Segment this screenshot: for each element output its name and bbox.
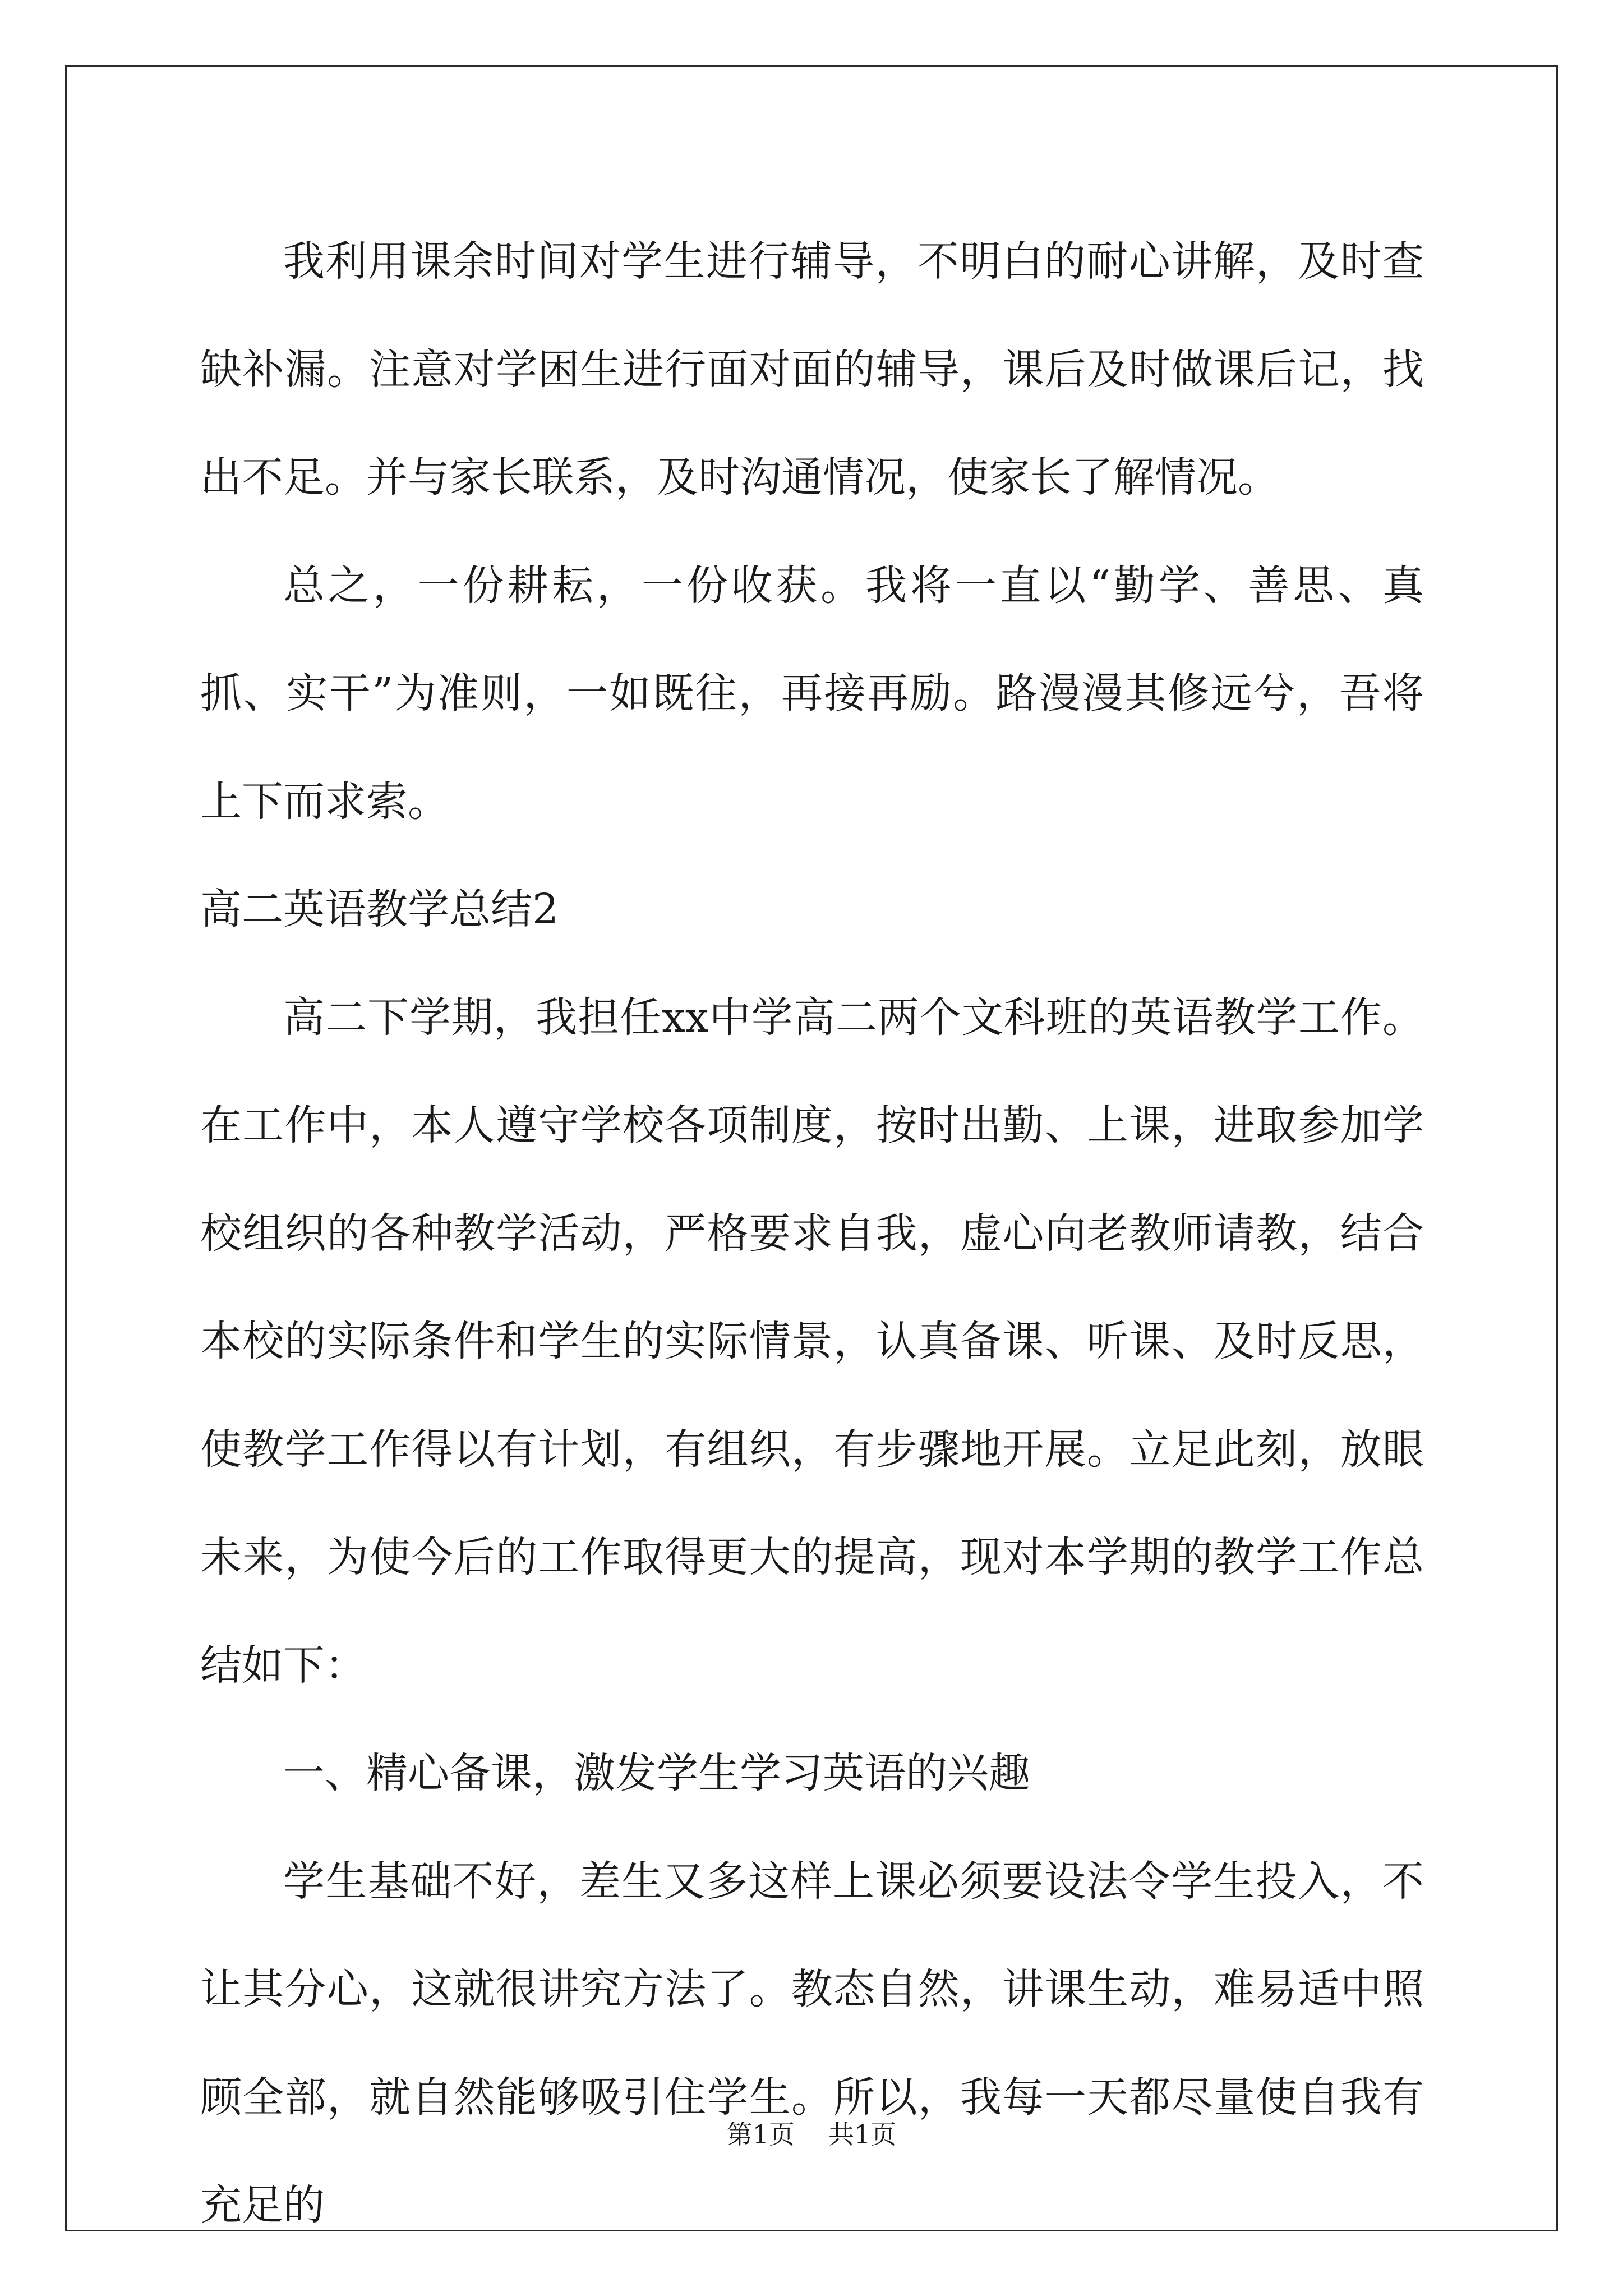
paragraph-lesson-prep: 学生基础不好，差生又多这样上课必须要设法令学生投入，不让其分心，这就很讲究方法了。教态自然，讲课生动，难易适中照顾全部，就自然能够吸引住学生。所以，我每一天都尽量使自我有充足的 bbox=[200, 1857, 1424, 2229]
document-body bbox=[200, 208, 1424, 2260]
page-number: 第1页 bbox=[726, 2119, 795, 2150]
paragraph-conclusion: 总之，一份耕耘，一份收获。我将一直以“勤学、善思、真抓、实干”为准则，一如既往，再接再励。路漫漫其修远兮，吾将上下而求索。 bbox=[200, 561, 1424, 826]
page-footer bbox=[0, 2118, 1623, 2151]
section-heading: 高二英语教学总结2 bbox=[200, 885, 559, 933]
paragraph-intro: 高二下学期，我担任xx中学高二两个文科班的英语教学工作。在工作中，本人遵守学校各项制度，按时出勤、上课，进取参加学校组织的各种教学活动，严格要求自我，虚心向老教师请教，结合本校的实际条件和学生的实际情景，认真备课、听课、及时反思，使教学工作得以有计划，有组织，有步骤地开展。立足此刻，放眼未来，为使今后的工作取得更大的提高，现对本学期的教学工作总结如下： bbox=[200, 993, 1424, 1690]
subsection-heading: 一、精心备课，激发学生学习英语的兴趣 bbox=[283, 1749, 1030, 1797]
paragraph-tutoring: 我利用课余时间对学生进行辅导，不明白的耐心讲解，及时查缺补漏。注意对学困生进行面对面的辅导，课后及时做课后记，找出不足。并与家长联系，及时沟通情况，使家长了解情况。 bbox=[200, 237, 1424, 501]
page-total: 共1页 bbox=[828, 2119, 897, 2150]
